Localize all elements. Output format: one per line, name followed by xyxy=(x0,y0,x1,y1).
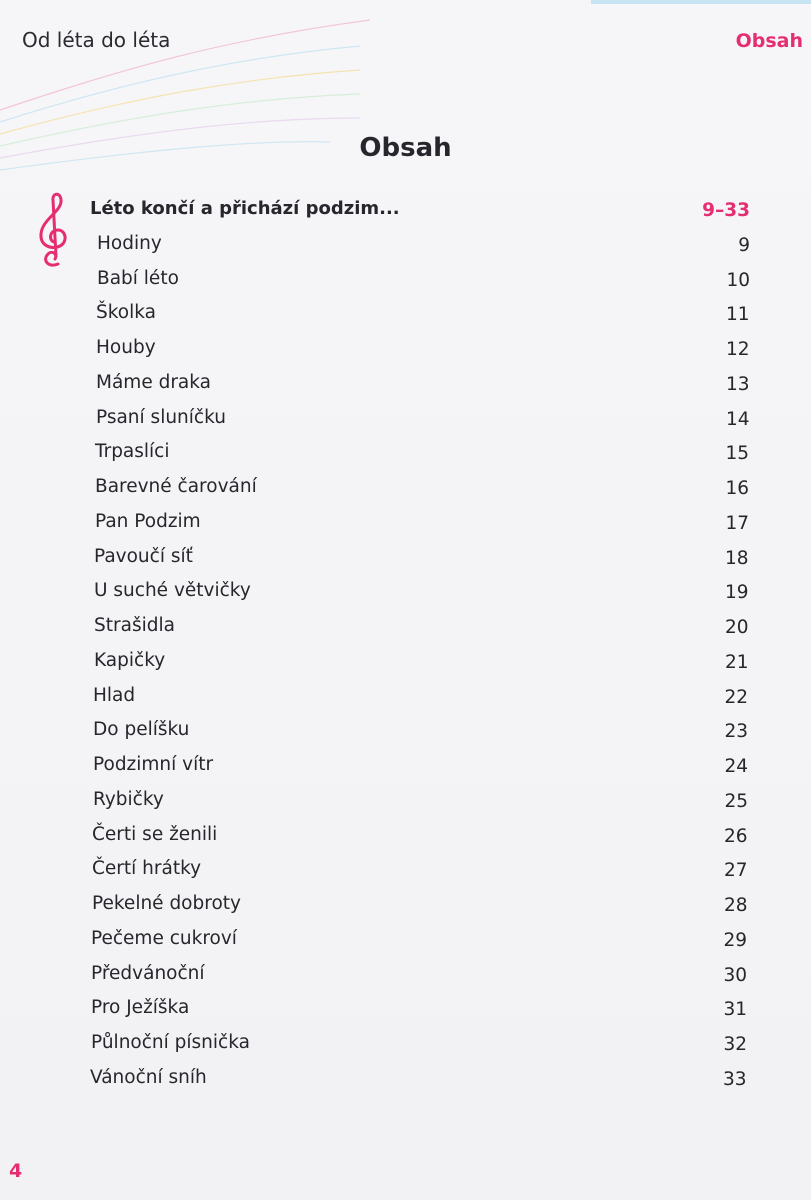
toc-entry[interactable] xyxy=(90,296,750,331)
toc-section-row[interactable] xyxy=(90,192,750,227)
toc-entry-page: 17 xyxy=(725,512,749,534)
toc-entry-title: Máme draka xyxy=(96,371,211,393)
running-header-section: Obsah xyxy=(735,30,803,52)
toc-entry[interactable] xyxy=(90,366,750,401)
toc-entry[interactable] xyxy=(90,679,750,714)
toc-section-title: Léto končí a přichází podzim... xyxy=(90,198,400,219)
top-color-bar xyxy=(591,0,811,4)
page-number: 4 xyxy=(9,1160,23,1182)
toc-entry[interactable] xyxy=(90,783,750,818)
toc-entry-page: 31 xyxy=(723,999,747,1021)
toc-entry[interactable] xyxy=(90,818,750,853)
toc-entry-title: Psaní sluníčku xyxy=(96,406,226,428)
toc-entry-page: 14 xyxy=(725,408,750,430)
toc-entry-title: Čerti se ženili xyxy=(92,823,218,845)
toc-entry[interactable] xyxy=(90,574,750,609)
toc-entry[interactable] xyxy=(90,887,750,922)
toc-section-pages: 9–33 xyxy=(702,200,750,221)
toc-entry-title: Babí léto xyxy=(97,267,179,289)
toc-entry-title: Do pelíšku xyxy=(93,719,190,741)
toc-entry-page: 25 xyxy=(724,790,748,812)
toc-entry-title: Vánoční sníh xyxy=(90,1066,207,1088)
toc-entry-page: 10 xyxy=(726,269,750,291)
toc-entry-page: 33 xyxy=(722,1068,747,1090)
toc-entry[interactable] xyxy=(90,331,750,366)
toc-entry-page: 12 xyxy=(725,339,750,360)
table-of-contents xyxy=(90,192,750,1096)
toc-entry[interactable] xyxy=(90,435,750,470)
toc-entry-page: 20 xyxy=(724,617,749,638)
toc-entry-title: Pan Podzim xyxy=(95,510,201,532)
toc-entry-title: Pro Ježíška xyxy=(91,997,190,1019)
toc-entry-title: Hodiny xyxy=(97,232,162,254)
toc-entry-page: 24 xyxy=(724,756,748,777)
toc-entry-title: Čertí hrátky xyxy=(92,858,202,880)
toc-entry[interactable] xyxy=(90,1061,750,1096)
toc-entry[interactable] xyxy=(90,540,750,575)
toc-entry-title: U suché větvičky xyxy=(94,580,251,602)
page-title: Obsah xyxy=(359,133,452,163)
toc-entry[interactable] xyxy=(90,505,750,540)
toc-entry-page: 9 xyxy=(738,234,750,256)
toc-entry-page: 26 xyxy=(723,825,748,847)
toc-entry[interactable] xyxy=(90,470,750,505)
toc-entry-page: 29 xyxy=(723,929,747,951)
toc-entry-page: 28 xyxy=(723,895,748,916)
toc-entry-page: 32 xyxy=(723,1034,747,1055)
toc-entry[interactable] xyxy=(90,922,750,957)
toc-entry-title: Pekelné dobroty xyxy=(92,893,241,914)
toc-entry[interactable] xyxy=(90,991,750,1026)
toc-entry-title: Houby xyxy=(96,337,156,358)
toc-entry-title: Pečeme cukroví xyxy=(91,927,237,949)
toc-entry-title: Pavoučí síť xyxy=(94,545,193,567)
toc-entry-page: 22 xyxy=(724,686,748,708)
toc-entry-page: 15 xyxy=(725,443,749,465)
toc-entry[interactable] xyxy=(90,644,750,679)
toc-entry[interactable] xyxy=(90,713,750,748)
toc-entry[interactable] xyxy=(90,609,750,644)
toc-entry-title: Kapičky xyxy=(94,649,166,671)
toc-entry-title: Strašidla xyxy=(94,615,175,636)
toc-entry[interactable] xyxy=(90,227,750,262)
toc-entry-list xyxy=(90,227,750,1096)
toc-entry[interactable] xyxy=(90,748,750,783)
toc-entry-title: Podzimní vítr xyxy=(93,754,214,775)
toc-entry-page: 21 xyxy=(724,651,749,673)
toc-entry[interactable] xyxy=(90,1026,750,1061)
toc-entry-page: 13 xyxy=(725,373,750,395)
toc-entry-title: Předvánoční xyxy=(91,962,205,984)
toc-entry[interactable] xyxy=(90,262,750,297)
toc-entry-page: 16 xyxy=(725,478,749,499)
toc-entry-title: Půlnoční písnička xyxy=(91,1032,250,1053)
toc-entry-page: 27 xyxy=(723,860,748,882)
toc-entry-page: 11 xyxy=(725,304,750,326)
toc-entry-page: 23 xyxy=(724,721,748,743)
toc-entry-title: Barevné čarování xyxy=(95,476,257,497)
toc-entry-title: Hlad xyxy=(93,684,136,706)
toc-entry-title: Trpaslíci xyxy=(95,441,170,463)
running-header-title: Od léta do léta xyxy=(22,28,171,52)
toc-entry[interactable] xyxy=(90,401,750,436)
toc-entry-page: 30 xyxy=(723,964,747,986)
toc-entry[interactable] xyxy=(90,852,750,887)
treble-clef-icon xyxy=(34,190,76,270)
toc-entry-title: Rybičky xyxy=(93,788,164,810)
toc-entry[interactable] xyxy=(90,957,750,992)
toc-entry-page: 19 xyxy=(724,582,749,604)
toc-entry-page: 18 xyxy=(724,547,749,569)
toc-entry-title: Školka xyxy=(96,302,156,324)
